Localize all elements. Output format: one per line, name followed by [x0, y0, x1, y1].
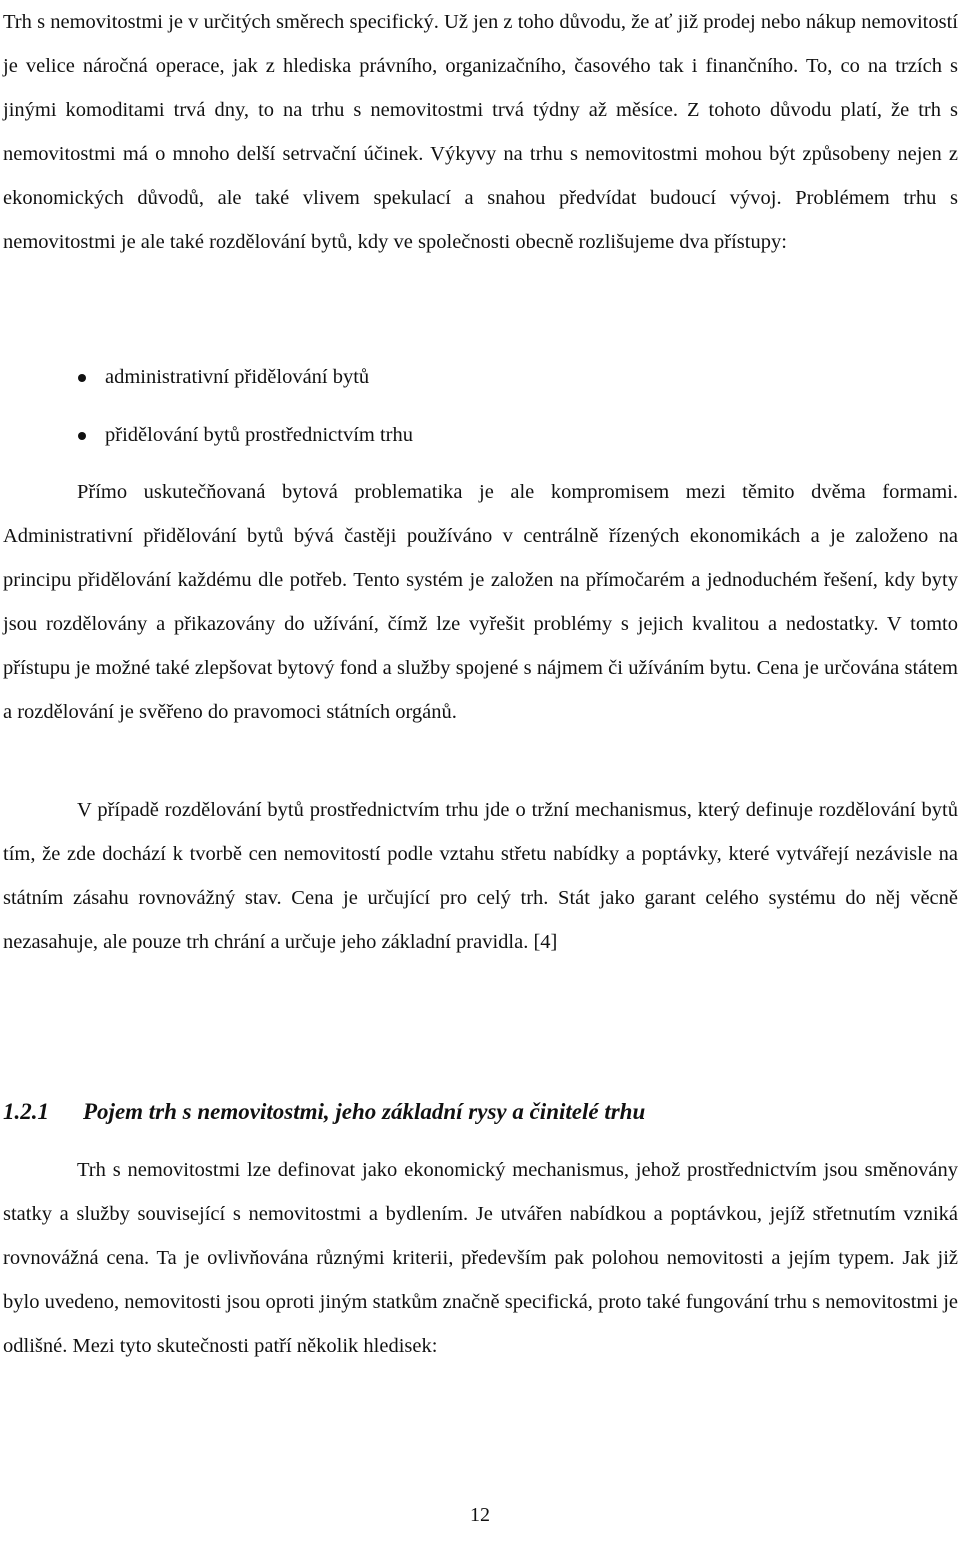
bullet-icon — [78, 432, 86, 440]
section-heading — [3, 1090, 958, 1134]
bullet-icon — [78, 374, 86, 382]
list-item — [0, 413, 900, 471]
section-number: 1.2.1 — [3, 1099, 49, 1124]
list-item — [0, 355, 900, 413]
page-number: 12 — [470, 1504, 490, 1526]
list-item-text: přidělování bytů prostřednictvím trhu — [105, 424, 414, 446]
paragraph-compromise: Přímo uskutečňovaná bytová problematika je ale kompromisem mezi těmito dvěma formami. Administrativní přidělování bytů bývá častěji používáno v centrálně řízených ekonomikách a je založeno na principu přidělování každému dle potřeb. Tento systém je založen na přímočarém a jednoduchém řešení, kdy byty jsou rozdělovány a přikazovány do užívání, čímž lze vyřešit problémy s jejich kvalitou a nedostatky. V tomto přístupu je možné také zlepšovat bytový fond a služby spojené s nájmem či užíváním bytu. Cena je určována státem a rozdělování je svěřeno do pravomoci státních orgánů. — [3, 481, 958, 723]
paragraph-definition: Trh s nemovitostmi lze definovat jako ekonomický mechanismus, jehož prostřednictvím jsou směnovány statky a služby související s nemovitostmi a bydlením. Je utvářen nabídkou a poptávkou, jejíž střetnutím vzniká rovnovážná cena. Ta je ovlivňována různými kriterii, především pak polohou nemovitosti a jejím typem. Jak již bylo uvedeno, nemovitosti jsou oproti jiným statkům značně specifická, proto také fungování trhu s nemovitostmi je odlišné. Mezi tyto skutečnosti patří několik hledisek: — [3, 1159, 958, 1357]
paragraph-intro: Trh s nemovitostmi je v určitých směrech specifický. Už jen z toho důvodu, že ať již prodej nebo nákup nemovitostí je velice náročná operace, jak z hlediska právního, organizačního, časového tak i finančního. To, co na trzích s jinými komoditami trvá dny, to na trhu s nemovitostmi trvá týdny až měsíce. Z tohoto důvodu platí, že trh s nemovitostmi má o mnoho delší setrvační účinek. Výkyvy na trhu s nemovitostmi mohou být způsobeny nejen z ekonomických důvodů, ale také vlivem spekulací a snahou předvídat budoucí vývoj. Problémem trhu s nemovitostmi je ale také rozdělování bytů, kdy ve společnosti obecně rozlišujeme dva přístupy: — [3, 11, 958, 253]
paragraph-market: V případě rozdělování bytů prostřednictvím trhu jde o tržní mechanismus, který definuje rozdělování bytů tím, že zde dochází k tvorbě cen nemovitostí podle vztahu střetu nabídky a poptávky, které vytvářejí nezávisle na státním zásahu rovnovážný stav. Cena je určující pro celý trh. Stát jako garant celého systému do něj věcně nezasahuje, ale pouze trh chrání a určuje jeho základní pravidla. [4] — [3, 799, 958, 953]
bullet-list — [0, 355, 900, 471]
list-item-text: administrativní přidělování bytů — [105, 366, 370, 388]
section-title: Pojem trh s nemovitostmi, jeho základní rysy a činitelé trhu — [83, 1099, 646, 1124]
